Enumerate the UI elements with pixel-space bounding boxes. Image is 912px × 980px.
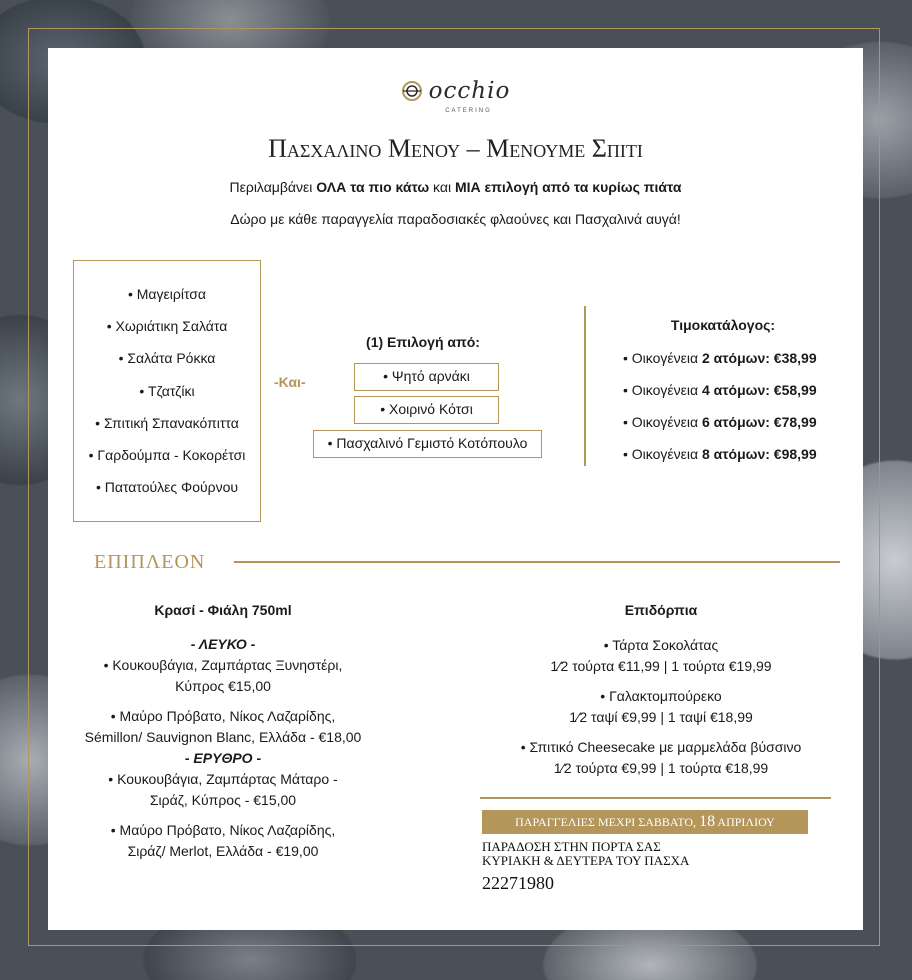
wine-item-detail: Sémillon/ Sauvignon Blanc, Ελλάδα - €18,00 <box>84 729 362 745</box>
logo-mark <box>401 78 511 104</box>
logo-name: occhio <box>428 78 511 104</box>
dessert-item: • Σπιτικό Cheesecake με μαρμελάδα βύσσινο <box>520 739 802 755</box>
divider <box>584 306 586 466</box>
phone-number: 22271980 <box>482 873 554 893</box>
price-item: • Οικογένεια 2 ατόμων: €38,99 <box>623 350 817 366</box>
wine-heading: Κρασί - Φιάλη 750ml <box>154 602 292 618</box>
list-item: • Μαγειρίτσα <box>127 286 207 302</box>
menu-card <box>48 48 863 930</box>
connector-and: -Και- <box>274 374 306 390</box>
logo-subtitle: CATERING <box>445 108 492 114</box>
eye-icon <box>401 80 423 102</box>
wine-item: • Μαύρο Πρόβατο, Νίκος Λαζαρίδης, <box>110 822 336 838</box>
wine-item-detail: Σιράζ, Κύπρος - €15,00 <box>149 792 297 808</box>
price-item: • Οικογένεια 6 ατόμων: €78,99 <box>623 414 817 430</box>
dessert-price: 1⁄2 τούρτα €11,99 | 1 τούρτα €19,99 <box>550 658 772 674</box>
wine-item: • Κουκουβάγια, Ζαμπάρτας Μάταρο - <box>108 771 338 787</box>
wine-category-white: - ΛΕΥΚΟ - <box>190 636 256 652</box>
list-item: • Τζατζίκι <box>139 382 195 399</box>
list-item: • Σαλάτα Ρόκκα <box>118 350 216 367</box>
price-item: • Οικογένεια 8 ατόμων: €98,99 <box>623 446 817 462</box>
list-item: • Πατατούλες Φούρνου <box>95 479 239 496</box>
subtitle: Περιλαμβάνει ΟΛΑ τα πιο κάτω και ΜΙΑ επιλογή από τα κυρίως πιάτα <box>229 179 682 195</box>
wine-category-red: - ΕΡΥΘΡΟ - <box>184 750 262 766</box>
order-divider <box>480 797 831 799</box>
main-option: • Χοιρινό Κότσι <box>354 396 499 424</box>
order-deadline-banner: ΠΑΡΑΓΓΕΛΙΕΣ ΜΕΧΡΙ ΣΑΒΒΑΤΟ, 18 ΑΠΡΙΛΙΟΥ <box>482 810 808 834</box>
choice-heading: (1) Επιλογή από: <box>366 334 480 350</box>
extras-divider <box>234 561 840 563</box>
list-item: • Γαρδούμπα - Κοκορέτσι <box>88 446 246 463</box>
dessert-price: 1⁄2 τούρτα €9,99 | 1 τούρτα €18,99 <box>553 760 769 776</box>
dessert-item: • Τάρτα Σοκολάτας <box>603 637 719 653</box>
dessert-list <box>478 635 844 779</box>
price-list-heading: Τιμοκατάλογος: <box>670 317 776 333</box>
wine-item-detail: Σιράζ/ Merlot, Ελλάδα - €19,00 <box>127 843 319 859</box>
gift-line: Δώρο με κάθε παραγγελία παραδοσιακές φλαούνες και Πασχαλινά αυγά! <box>230 211 681 227</box>
page-title: Πασχαλινο Μενου – Μενουμε Σπιτι <box>268 134 643 163</box>
wine-item: • Κουκουβάγια, Ζαμπάρτας Ξυνηστέρι, <box>103 657 343 673</box>
included-items-box <box>73 260 261 522</box>
dessert-item: • Γαλακτομπούρεκο <box>600 688 722 704</box>
wine-item-detail: Κύπρος €15,00 <box>175 678 271 694</box>
logo <box>48 78 863 114</box>
delivery-info: ΠΑΡΑΔΟΣΗ ΣΤΗΝ ΠΟΡΤΑ ΣΑΣ ΚΥΡΙΑΚΗ & ΔΕΥΤΕΡΑ ΤΟΥ ΠΑΣΧΑ <box>482 839 690 868</box>
main-option: • Πασχαλινό Γεμιστό Κοτόπουλο <box>313 430 542 458</box>
list-item: • Σπιτική Σπανακόπιττα <box>95 414 239 431</box>
price-list <box>623 348 817 476</box>
list-item: • Χωριάτικη Σαλάτα <box>106 318 228 335</box>
wine-item: • Μαύρο Πρόβατο, Νίκος Λαζαρίδης, <box>110 708 336 724</box>
desserts-heading: Επιδόρπια <box>624 602 698 618</box>
dessert-price: 1⁄2 ταψί €9,99 | 1 ταψί €18,99 <box>569 709 753 725</box>
price-item: • Οικογένεια 4 ατόμων: €58,99 <box>623 382 817 398</box>
main-option: • Ψητό αρνάκι <box>354 363 499 391</box>
wine-list <box>78 634 368 862</box>
extras-label: ΕΠΙΠΛΕΟΝ <box>94 551 206 573</box>
